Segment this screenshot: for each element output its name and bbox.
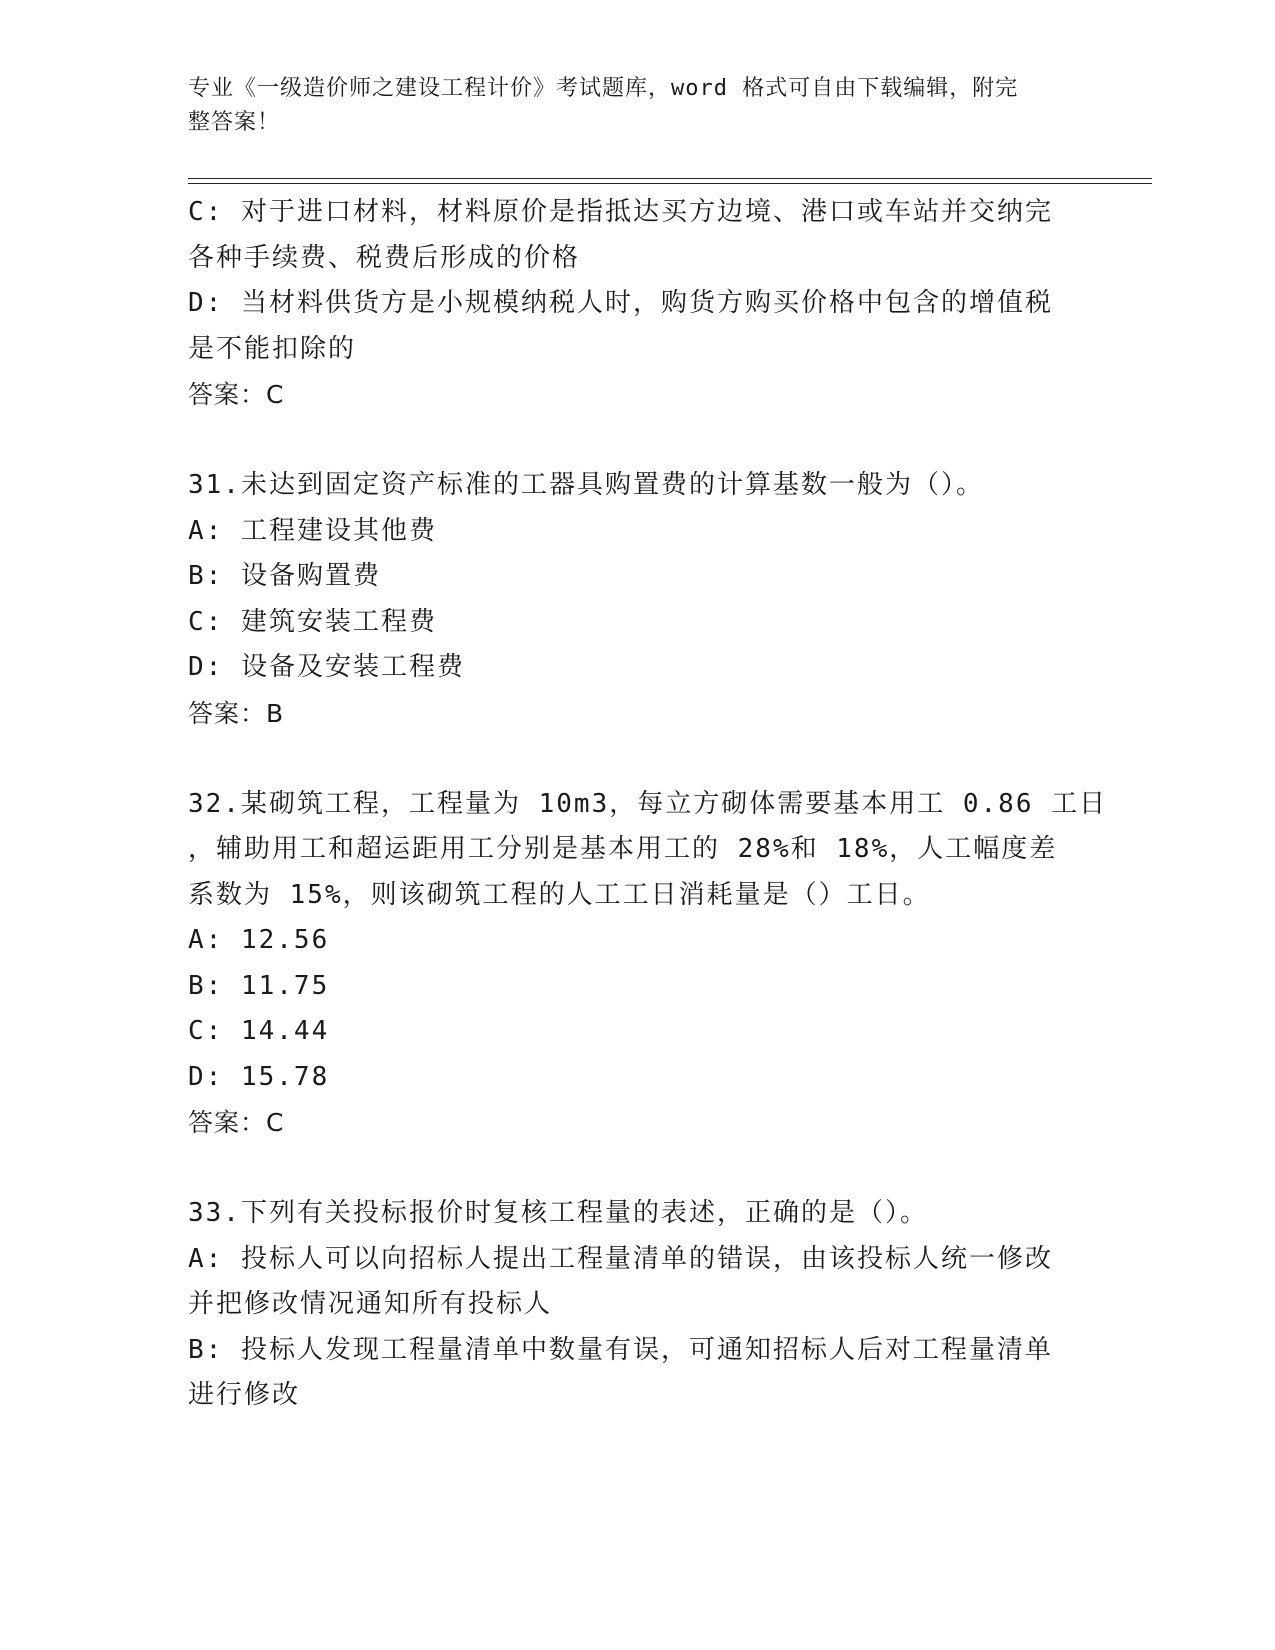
question-31-option-d: D: 设备及安装工程费 — [188, 652, 465, 682]
option-c-line-2: 各种手续费、税费后形成的价格 — [188, 242, 581, 273]
answer-30: 答案：C — [188, 380, 285, 409]
question-33-text: 33.下列有关投标报价时复核工程量的表述，正确的是（）。 — [188, 1198, 928, 1228]
question-32-text-line-1: 32.某砌筑工程，工程量为 10m3，每立方砌体需要基本用工 0.86 工日 — [188, 788, 1108, 819]
question-33-option-a-line-1: A: 投标人可以向招标人提出工程量清单的错误，由该投标人统一修改 — [188, 1243, 1053, 1274]
document-header — [188, 72, 1068, 140]
question-31-text: 31.未达到固定资产标准的工器具购置费的计算基数一般为（）。 — [188, 470, 984, 500]
question-32-option-c: C: 14.44 — [188, 1016, 330, 1046]
header-divider-bottom — [188, 183, 1152, 184]
answer-32: 答案：C — [188, 1108, 285, 1137]
question-33 — [188, 1191, 1078, 1419]
question-30-continuation — [188, 190, 1078, 418]
header-line-1: 专业《一级造价师之建设工程计价》考试题库，word 格式可自由下载编辑，附完 — [188, 76, 1019, 101]
option-c-line-1: C: 对于进口材料，材料原价是指抵达买方边境、港口或车站并交纳完 — [188, 197, 1053, 227]
question-32-option-b: B: 11.75 — [188, 970, 330, 1001]
option-d-line-1: D: 当材料供货方是小规模纳税人时，购货方购买价格中包含的增值税 — [188, 288, 1053, 318]
header-divider-top — [188, 178, 1152, 179]
question-32-option-a: A: 12.56 — [188, 925, 330, 955]
question-33-option-b-line-1: B: 投标人发现工程量清单中数量有误，可通知招标人后对工程量清单 — [188, 1334, 1053, 1365]
question-32-text-line-2: ，辅助用工和超运距用工分别是基本用工的 28%和 18%，人工幅度差 — [188, 834, 1058, 864]
question-33-option-a-line-2: 并把修改情况通知所有投标人 — [188, 1289, 553, 1319]
question-31-option-c: C: 建筑安装工程费 — [188, 606, 437, 637]
spacer — [188, 418, 1078, 464]
question-32-text-line-3: 系数为 15%，则该砌筑工程的人工工日消耗量是（）工日。 — [188, 879, 931, 910]
question-32 — [188, 782, 1108, 1146]
question-31-option-a: A: 工程建设其他费 — [188, 515, 437, 546]
question-31 — [188, 463, 1078, 736]
spacer — [188, 1146, 1078, 1192]
document-body — [188, 190, 1108, 1419]
header-line-2: 整答案！ — [188, 110, 281, 135]
spacer — [188, 736, 1078, 782]
question-32-option-d: D: 15.78 — [188, 1061, 330, 1092]
question-31-option-b: B: 设备购置费 — [188, 561, 381, 591]
option-d-line-2: 是不能扣除的 — [188, 333, 357, 364]
question-33-option-b-line-2: 进行修改 — [188, 1380, 301, 1410]
answer-31: 答案：B — [188, 698, 285, 728]
